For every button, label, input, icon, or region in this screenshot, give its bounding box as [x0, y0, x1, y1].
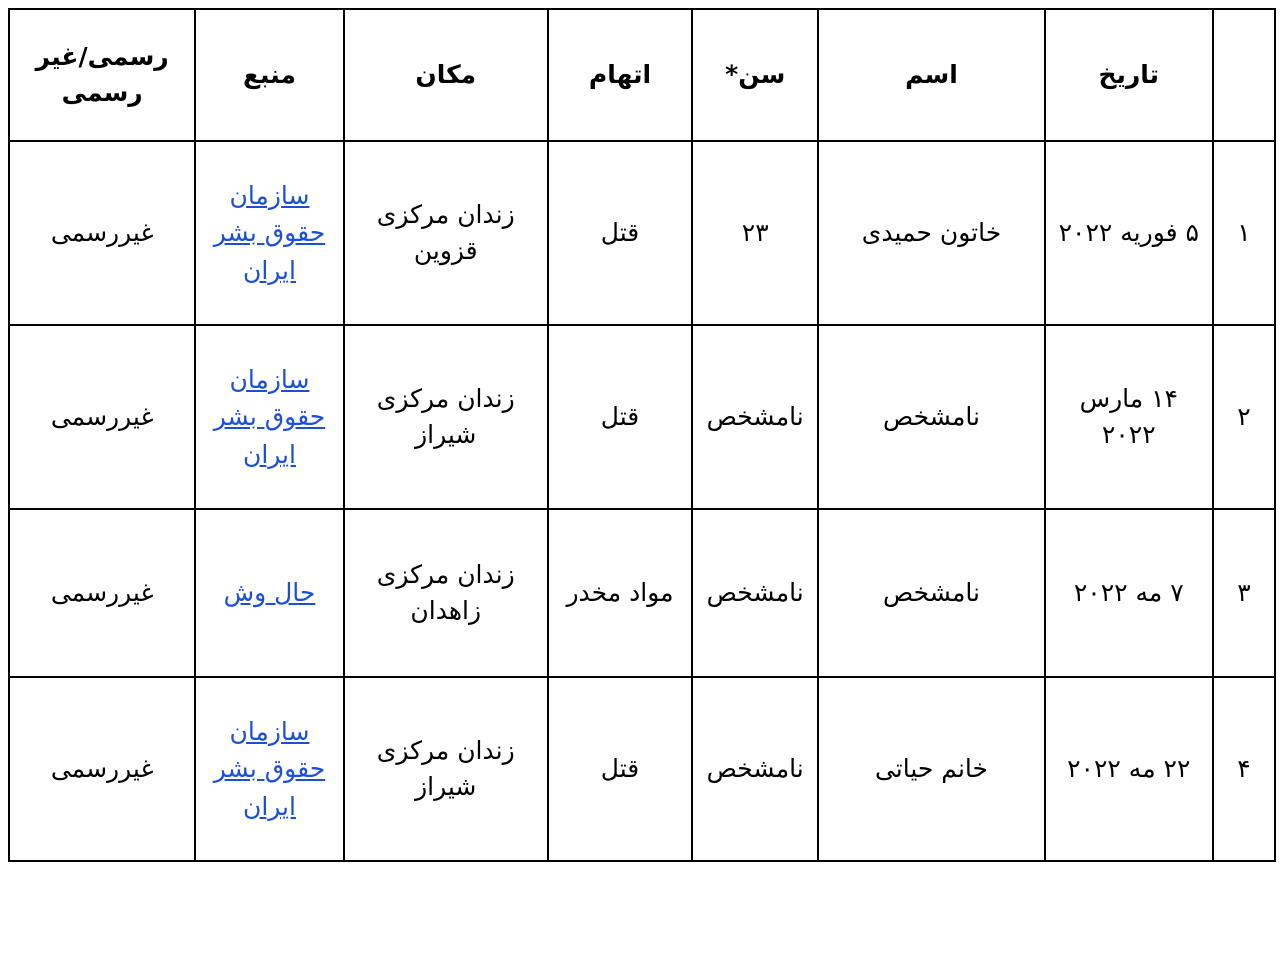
cell-official: غیررسمی — [9, 325, 195, 509]
source-link[interactable]: حال وش — [223, 578, 316, 608]
source-link[interactable]: سازمان حقوق بشر ایران — [213, 180, 326, 285]
cell-date: ۱۴ مارس ۲۰۲۲ — [1045, 325, 1213, 509]
cell-index: ۲ — [1213, 325, 1275, 509]
cell-name: خانم حیاتی — [818, 677, 1044, 861]
cell-source — [195, 141, 343, 325]
cell-index: ۱ — [1213, 141, 1275, 325]
table-row — [9, 325, 1275, 509]
cell-age: نامشخص — [692, 677, 818, 861]
cell-charge: قتل — [548, 141, 692, 325]
cell-charge: قتل — [548, 325, 692, 509]
cell-official: غیررسمی — [9, 141, 195, 325]
cell-age: نامشخص — [692, 509, 818, 677]
executions-table — [8, 8, 1276, 862]
cell-official: غیررسمی — [9, 677, 195, 861]
cell-charge: مواد مخدر — [548, 509, 692, 677]
cell-date: ۵ فوریه ۲۰۲۲ — [1045, 141, 1213, 325]
cell-name: نامشخص — [818, 325, 1044, 509]
cell-place: زندان مرکزی قزوین — [344, 141, 548, 325]
table-header — [9, 9, 1275, 141]
cell-age: نامشخص — [692, 325, 818, 509]
cell-place: زندان مرکزی زاهدان — [344, 509, 548, 677]
source-link[interactable]: سازمان حقوق بشر ایران — [213, 716, 326, 821]
cell-date: ۷ مه ۲۰۲۲ — [1045, 509, 1213, 677]
table-row — [9, 677, 1275, 861]
cell-official: غیررسمی — [9, 509, 195, 677]
cell-name: نامشخص — [818, 509, 1044, 677]
cell-place: زندان مرکزی شیراز — [344, 325, 548, 509]
column-header-date: تاریخ — [1045, 9, 1213, 141]
column-header-source: منبع — [195, 9, 343, 141]
column-header-charge: اتهام — [548, 9, 692, 141]
table-row — [9, 509, 1275, 677]
source-link[interactable]: سازمان حقوق بشر ایران — [213, 364, 326, 469]
cell-date: ۲۲ مه ۲۰۲۲ — [1045, 677, 1213, 861]
column-header-name: اسم — [818, 9, 1044, 141]
cell-source — [195, 677, 343, 861]
column-header-age: سن* — [692, 9, 818, 141]
table-row — [9, 141, 1275, 325]
cell-index: ۴ — [1213, 677, 1275, 861]
table-header-row — [9, 9, 1275, 141]
cell-name: خاتون حمیدی — [818, 141, 1044, 325]
cell-charge: قتل — [548, 677, 692, 861]
cell-place: زندان مرکزی شیراز — [344, 677, 548, 861]
cell-age: ۲۳ — [692, 141, 818, 325]
cell-source — [195, 325, 343, 509]
cell-source — [195, 509, 343, 677]
column-header-place: مکان — [344, 9, 548, 141]
column-header-index — [1213, 9, 1275, 141]
table-body — [9, 141, 1275, 861]
column-header-official: رسمی/غیر رسمی — [9, 9, 195, 141]
cell-index: ۳ — [1213, 509, 1275, 677]
